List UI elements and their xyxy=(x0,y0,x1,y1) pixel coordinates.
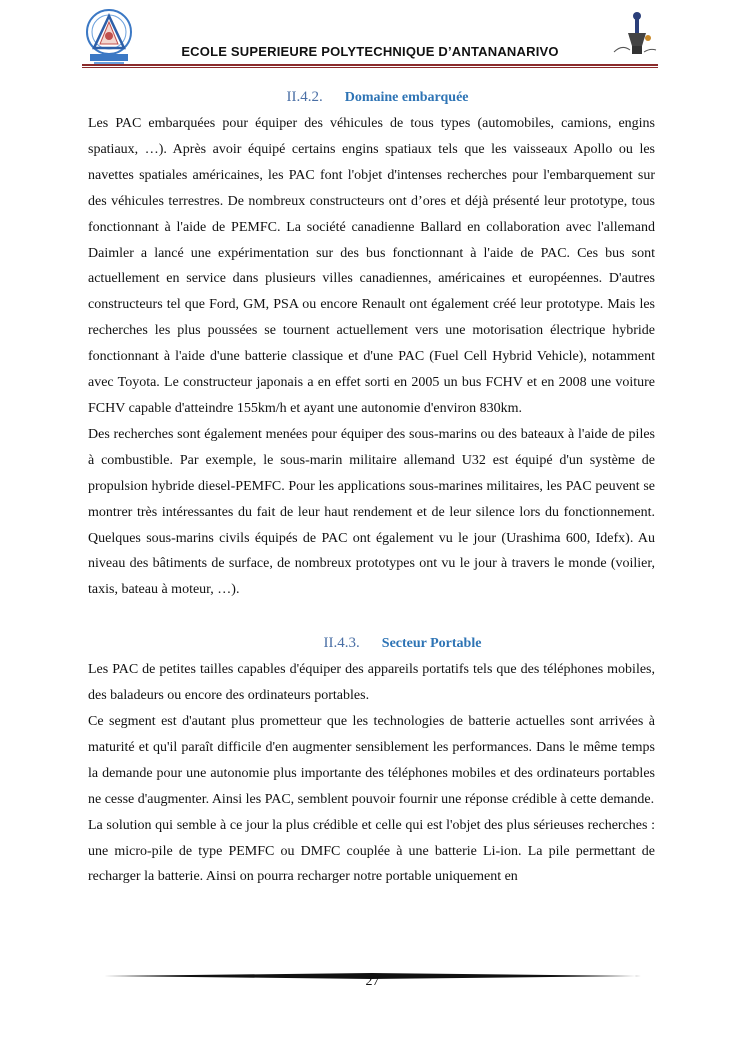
paragraph: Des recherches sont également menées pour équiper des sous-marins ou des bateaux à l'aide de piles à combustible. Par exemple, le sous-marin militaire allemand U32 est équipé d'un système de propulsion hybride diesel-PEMFC. Pour les applications sous-marines militaires, les PAC peuvent se montrer très intéressantes du fait de leur haut rendement et de leur silence lors du fonctionnement. Quelques sous-marins civils équipés de PAC ont également vu le jour (Urashima 600, Idefx). Au niveau des bâtiments de surface, de nombreux prototypes ont vu le jour à travers le monde (voilier, taxis, bateau à moteur, …). xyxy=(88,426,655,598)
school-crest-icon xyxy=(82,8,136,68)
section-heading xyxy=(88,630,655,657)
institution-emblem-icon xyxy=(610,8,658,66)
section-heading xyxy=(88,84,655,111)
page-header xyxy=(82,8,658,70)
section-number: II.4.2. xyxy=(286,89,323,105)
section-number: II.4.3. xyxy=(323,635,360,652)
page-body xyxy=(88,84,655,890)
paragraph: Les PAC de petites tailles capables d'équiper des appareils portatifs tels que des téléphones mobiles, des baladeurs ou encore des ordinateurs portables. xyxy=(88,662,655,704)
page-number: 27 xyxy=(365,974,380,989)
header-rule-thin xyxy=(82,67,658,68)
header-rule xyxy=(82,64,658,66)
paragraph: Les PAC embarquées pour équiper des véhicules de tous types (automobiles, camions, engins spatiaux, …). Après avoir équipé certains engins spatiaux tels que les vaisseaux Apollo ou les navettes spatiales américaines, les PAC font l'objet d'intenses recherches pour l'embarquement sur des véhicules terrestres. De nombreux constructeurs ont d’ores et déjà présenté leur prototype, tous fonctionnant à l'aide de PEMFC. La société canadienne Ballard en collaboration avec l'allemand Daimler a lancé une expérimentation sur des bus fonctionnant à l'aide de PAC. Ces bus sont actuellement en service dans plusieurs villes canadiennes, américaines et européennes. D'autres constructeurs tel que Ford, GM, PSA ou encore Renault ont également créé leur prototype. Mais les recherches les plus poussées se tournent actuellement vers une motorisation électrique hybride fonctionnant à l'aide d'une batterie classique et d'une PAC (Fuel Cell Hybrid Vehicle), notamment avec Toyota. Le constructeur japonais a en effet sorti en 2005 un bus FCHV et en 2008 une voiture FCHV capable d'atteindre 155km/h et ayant une autonomie d'environ 830km. xyxy=(88,116,655,416)
footer-rule xyxy=(104,966,641,972)
paragraph: Ce segment est d'autant plus prometteur que les technologies de batterie actuelles sont arrivées à maturité et qu'il paraît difficile d'en augmenter sensiblement les performances. Dans le même temps la demande pour une autonomie plus importante des téléphones mobiles et des ordinateurs portables ne cesse d'augmenter. Ainsi les PAC, semblent pouvoir fournir une réponse crédible à cette demande. xyxy=(88,714,655,807)
school-name: ECOLE SUPERIEURE POLYTECHNIQUE D’ANTANANARIVO xyxy=(181,44,559,59)
paragraph: La solution qui semble à ce jour la plus crédible et celle qui est l'objet des plus sérieuses recherches : une micro-pile de type PEMFC ou DMFC couplée à une batterie Li-ion. La pile permettant de recharger la batterie. Ainsi on pourra recharger notre portable uniquement en xyxy=(88,817,655,885)
section-spacer xyxy=(88,603,655,630)
section-title: Domaine embarquée xyxy=(344,90,469,105)
section-title: Secteur Portable xyxy=(381,636,482,652)
